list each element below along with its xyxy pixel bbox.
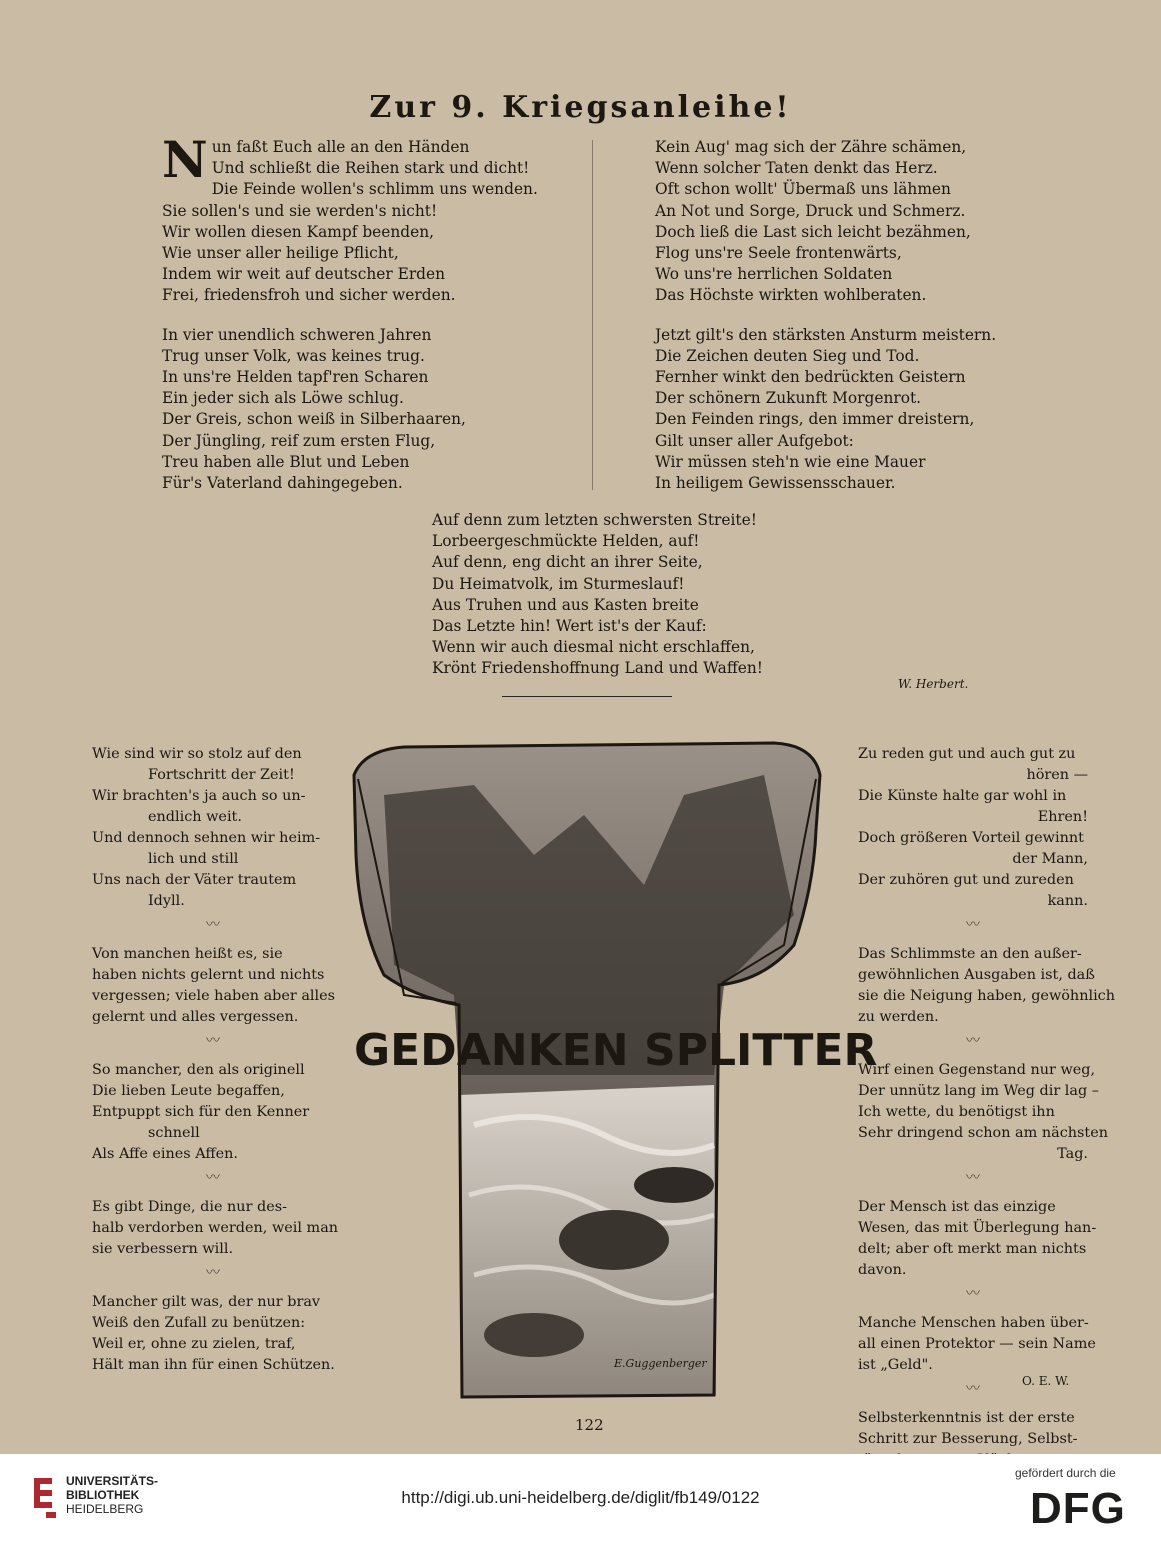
poem-line: Den Feinden rings, den immer dreistern, <box>655 410 975 429</box>
poem-line: Wenn wir auch diesmal nicht erschlaffen, <box>432 638 755 657</box>
aphorism <box>858 1313 1096 1376</box>
aphorism-line: delt; aber oft merkt man nichts <box>858 1241 1087 1257</box>
poem-line: Der Jüngling, reif zum ersten Flug, <box>162 431 436 450</box>
aphorisms-right-column <box>858 744 1116 1471</box>
aphorism-line: halb verdorben werden, weil man <box>92 1220 339 1236</box>
poem-line: Wir wollen diesen Kampf beenden, <box>162 222 435 241</box>
squiggle-separator: 〰 <box>966 1286 980 1302</box>
aphorism-line: kann. <box>1047 893 1088 909</box>
aphorism-line: Manche Menschen haben über- <box>858 1315 1089 1331</box>
aphorism-line: Der unnütz lang im Weg dir lag – <box>858 1083 1099 1099</box>
squiggle-separator: 〰 <box>966 1170 980 1186</box>
aphorism <box>858 1197 1097 1281</box>
aphorism-line: Der zuhören gut und zureden <box>858 872 1074 888</box>
page-number: 122 <box>575 1416 604 1434</box>
aphorism-line: Ich wette, du benötigst ihn <box>858 1104 1055 1120</box>
aphorism <box>92 744 334 912</box>
poem-line: Die Zeichen deuten Sieg und Tod. <box>655 346 920 365</box>
heading-splitter: SPLITTER <box>644 1025 878 1076</box>
poem-line: Der Greis, schon weiß in Silberhaaren, <box>162 410 466 429</box>
aphorism-line: haben nichts gelernt und nichts <box>92 967 325 983</box>
heading-gedanken: GEDANKEN <box>354 1025 629 1076</box>
aphorisms-signature: O. E. W. <box>1022 1374 1070 1388</box>
aphorism-line: Die lieben Leute begaffen, <box>92 1083 285 1099</box>
stanza-gap <box>655 307 996 325</box>
poem-line: In vier unendlich schweren Jahren <box>162 325 432 344</box>
aphorism-line: Idyll. <box>148 893 185 909</box>
poem-line: Und schließt die Reihen stark und dicht! <box>211 159 530 178</box>
aphorism-line: Sehr dringend schon am nächsten <box>858 1125 1108 1141</box>
poem-line: Der schönern Zukunft Morgenrot. <box>655 389 922 408</box>
aphorism <box>858 944 1116 1028</box>
aphorism-line: Als Affe eines Affen. <box>92 1146 238 1162</box>
poem-line: Wir müssen steh'n wie eine Mauer <box>655 452 926 471</box>
aphorism-line: Wesen, das mit Überlegung han- <box>858 1220 1097 1236</box>
column-divider <box>592 140 593 490</box>
aphorism-line: ist „Geld". <box>858 1357 933 1373</box>
mountain-stream-illustration <box>344 735 878 1403</box>
aphorism-line: Doch größeren Vorteil gewinnt <box>858 830 1084 846</box>
poem-line: Die Feinde wollen's schlimm uns wenden. <box>211 180 538 199</box>
aphorism-line: Wirf einen Gegenstand nur weg, <box>858 1062 1096 1078</box>
dfg-logo[interactable]: DFG <box>1030 1484 1126 1533</box>
poem-line: Wo uns're herrlichen Soldaten <box>655 265 893 284</box>
aphorism-line: sie die Neigung haben, gewöhnlich <box>858 988 1116 1004</box>
aphorism-line: davon. <box>858 1262 907 1278</box>
aphorism-line: der Mann, <box>1012 851 1088 867</box>
squiggle-separator: 〰 <box>206 917 220 933</box>
poem-line: Trug unser Volk, was keines trug. <box>162 346 425 365</box>
poem-line: Doch ließ die Last sich leicht bezähmen, <box>655 222 971 241</box>
aphorism-line: sie verbessern will. <box>92 1241 234 1257</box>
funded-by-label: gefördert durch die <box>1015 1466 1116 1480</box>
poem-line: Flog uns're Seele frontenwärts, <box>655 244 902 263</box>
squiggle-separator: 〰 <box>966 1033 980 1049</box>
poem-line: Sie sollen's und sie werden's nicht! <box>162 201 438 220</box>
poem-line: Wenn solcher Taten denkt das Herz. <box>655 159 938 178</box>
squiggle-separator: 〰 <box>206 1033 220 1049</box>
aphorism-line: Entpuppt sich für den Kenner <box>92 1104 310 1120</box>
poem-line: In uns're Helden tapf'ren Scharen <box>162 368 429 387</box>
aphorisms-left-column <box>92 744 339 1376</box>
aphorism-line: zu werden. <box>858 1009 939 1025</box>
poem-line: Jetzt gilt's den stärksten Ansturm meistern. <box>655 325 997 344</box>
aphorism-line: all einen Protektor — sein Name <box>858 1336 1096 1352</box>
poem-line: Auf denn, eng dicht an ihrer Seite, <box>432 553 703 572</box>
aphorism-line: Wir brachten's ja auch so un- <box>92 788 306 804</box>
poem-line: Auf denn zum letzten schwersten Streite! <box>432 511 757 529</box>
aphorism-line: gewöhnlichen Ausgaben ist, daß <box>858 967 1095 983</box>
aphorism <box>92 944 334 1028</box>
aphorism-line: Fortschritt der Zeit! <box>148 767 295 783</box>
aphorism <box>858 744 1088 912</box>
aphorism-line: Ehren! <box>1037 809 1088 825</box>
poem-line: In heiligem Gewissensschauer. <box>655 474 896 493</box>
footer-bar <box>0 1454 1161 1542</box>
poem-left-column <box>162 130 538 494</box>
stanza-gap <box>162 307 488 325</box>
aphorism-line: Weil er, ohne zu zielen, traf, <box>92 1336 296 1352</box>
aphorism-line: Uns nach der Väter trautem <box>92 872 297 888</box>
poem-line: Für's Vaterland dahingegeben. <box>162 474 403 493</box>
poem-author: W. Herbert. <box>898 677 969 691</box>
squiggle-separator: 〰 <box>206 1170 220 1186</box>
poem-right-column <box>655 137 996 494</box>
aphorism-line: Mancher gilt was, der nur brav <box>92 1294 321 1310</box>
gedankensplitter-illustration <box>344 735 878 1403</box>
aphorism-line: Selbsterkenntnis ist der erste <box>858 1410 1075 1426</box>
aphorism-line: gelernt und alles vergessen. <box>92 1009 299 1025</box>
aphorism-line: Wie sind wir so stolz auf den <box>92 746 302 762</box>
section-divider <box>502 696 672 697</box>
poem-title: Zur 9. Kriegsanleihe! <box>369 90 792 125</box>
aphorism-line: Der Mensch ist das einzige <box>858 1199 1056 1215</box>
library-name-line2: BIBLIOTHEK <box>66 1488 140 1502</box>
poem-line: Kein Aug' mag sich der Zähre schämen, <box>655 138 967 156</box>
aphorism-line: Weiß den Zufall zu benützen: <box>92 1315 306 1331</box>
aphorism-line: endlich weit. <box>148 809 242 825</box>
poem-line: Du Heimatvolk, im Sturmeslauf! <box>432 574 685 593</box>
library-name-line3: HEIDELBERG <box>66 1502 144 1516</box>
dropcap: N <box>162 130 208 189</box>
poem-line: Fernher winkt den bedrückten Geistern <box>655 368 966 387</box>
aphorism-line: schnell <box>148 1125 200 1141</box>
squiggle-separator: 〰 <box>966 1381 980 1397</box>
squiggle-separator: 〰 <box>966 917 980 933</box>
poem-line: Indem wir weit auf deutscher Erden <box>162 265 446 284</box>
aphorism-line: lich und still <box>148 851 239 867</box>
aphorism-line: vergessen; viele haben aber alles <box>92 988 336 1004</box>
aphorism-line: hören — <box>1026 767 1088 783</box>
aphorism-line: Das Schlimmste an den außer- <box>858 946 1082 962</box>
aphorism-line: Schritt zur Besserung, Selbst- <box>858 1431 1078 1447</box>
poem-final-stanza <box>432 510 763 680</box>
poem-line: Das Höchste wirkten wohlberaten. <box>655 286 927 305</box>
aphorism <box>92 1197 339 1260</box>
poem-line: Oft schon wollt' Übermaß uns lähmen <box>655 180 951 199</box>
artist-signature: E.Guggenberger <box>614 1357 707 1370</box>
squiggle-separator: 〰 <box>206 1265 220 1281</box>
poem-line: Das Letzte hin! Wert ist's der Kauf: <box>432 617 707 636</box>
aphorism-line: Und dennoch sehnen wir heim- <box>92 830 321 846</box>
poem-line: Gilt unser aller Aufgebot: <box>655 431 854 450</box>
aphorism-line: Tag. <box>1057 1146 1088 1162</box>
aphorism-line: Zu reden gut und auch gut zu <box>858 746 1076 762</box>
poem-line: An Not und Sorge, Druck und Schmerz. <box>655 201 966 220</box>
poem-line: Krönt Friedenshoffnung Land und Waffen! <box>432 659 763 678</box>
aphorism-line: Hält man ihn für einen Schützen. <box>92 1357 335 1373</box>
aphorism <box>92 1292 334 1376</box>
poem-line: un faßt Euch alle an den Händen <box>211 138 470 156</box>
poem-line: Frei, friedensfroh und sicher werden. <box>162 286 456 305</box>
aphorism <box>858 1060 1108 1165</box>
aphorism <box>92 1060 334 1165</box>
library-name-line1: UNIVERSITÄTS- <box>66 1474 159 1488</box>
poem-line: Aus Truhen und aus Kasten breite <box>432 595 699 614</box>
aphorism-line: So mancher, den als originell <box>92 1062 305 1078</box>
poem-line: Treu haben alle Blut und Leben <box>162 452 410 471</box>
aphorism-line: Es gibt Dinge, die nur des- <box>92 1199 288 1215</box>
poem-line: Ein jeder sich als Löwe schlug. <box>162 389 404 408</box>
aphorism-line: Von manchen heißt es, sie <box>92 946 283 962</box>
permalink-url[interactable]: http://digi.ub.uni-heidelberg.de/diglit/fb149/0122 <box>401 1488 760 1507</box>
poem-line: Lorbeergeschmückte Helden, auf! <box>432 532 700 551</box>
aphorism-line: Die Künste halte gar wohl in <box>858 788 1067 804</box>
poem-line: Wie unser aller heilige Pflicht, <box>162 244 399 263</box>
